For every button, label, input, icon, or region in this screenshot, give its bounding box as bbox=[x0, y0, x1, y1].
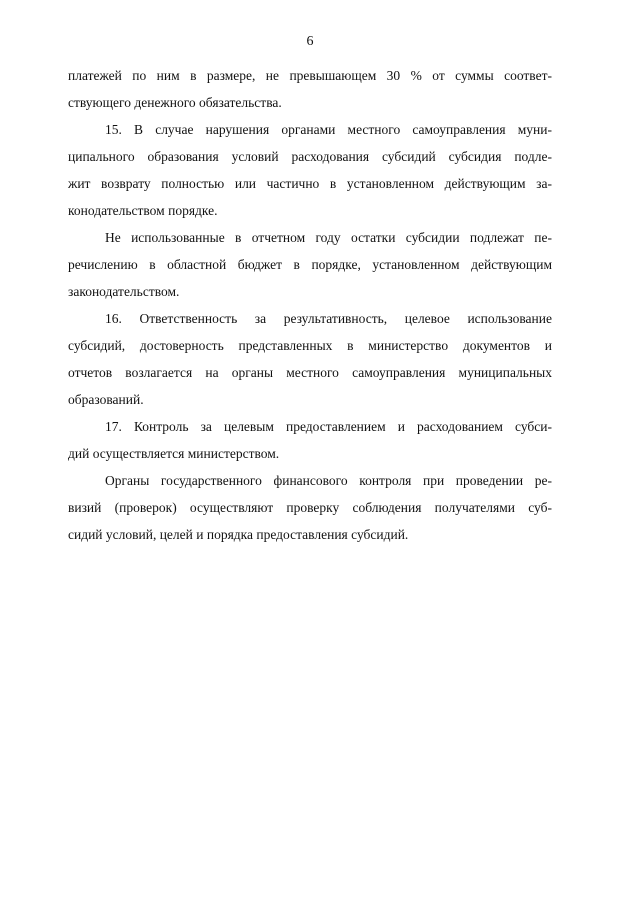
paragraph-item-16 bbox=[68, 305, 552, 413]
text-line: 15. В случае нарушения органами местного самоуправления муни- bbox=[105, 122, 552, 137]
text-line: 16. Ответственность за результативность, целевое использование bbox=[105, 311, 552, 326]
text-line: 17. Контроль за целевым предоставлением и расходованием субси- bbox=[105, 419, 552, 434]
text-line: визий (проверок) осуществляют проверку соблюдения получателями суб- bbox=[68, 500, 552, 515]
text-line: ствующего денежного обязательства. bbox=[68, 95, 282, 110]
text-line: сидий условий, целей и порядка предоставления субсидий. bbox=[68, 527, 409, 542]
paragraph bbox=[68, 467, 552, 548]
paragraph-item-15 bbox=[68, 116, 552, 224]
paragraph bbox=[68, 62, 552, 116]
text-line: дий осуществляется министерством. bbox=[68, 446, 280, 461]
page-number: 6 bbox=[306, 34, 314, 49]
text-line: образований. bbox=[68, 392, 144, 407]
paragraph-item-17 bbox=[68, 413, 552, 467]
text-line: конодательством порядке. bbox=[68, 203, 218, 218]
text-line: субсидий, достоверность представленных в министерство документов и bbox=[68, 338, 552, 353]
text-line: законодательством. bbox=[68, 284, 180, 299]
text-line: ципального образования условий расходования субсидий субсидия подле- bbox=[68, 149, 552, 164]
text-line: жит возврату полностью или частично в установленном действующим за- bbox=[68, 176, 552, 191]
text-line: платежей по ним в размере, не превышающем 30 % от суммы соответ- bbox=[68, 68, 552, 83]
paragraph bbox=[68, 224, 552, 305]
text-line: отчетов возлагается на органы местного самоуправления муниципальных bbox=[68, 365, 552, 380]
text-line: Органы государственного финансового контроля при проведении ре- bbox=[105, 473, 552, 488]
body-text bbox=[68, 62, 552, 548]
text-line: Не использованные в отчетном году остатки субсидии подлежат пе- bbox=[105, 230, 552, 245]
text-line: речислению в областной бюджет в порядке, установленном действующим bbox=[68, 257, 552, 272]
